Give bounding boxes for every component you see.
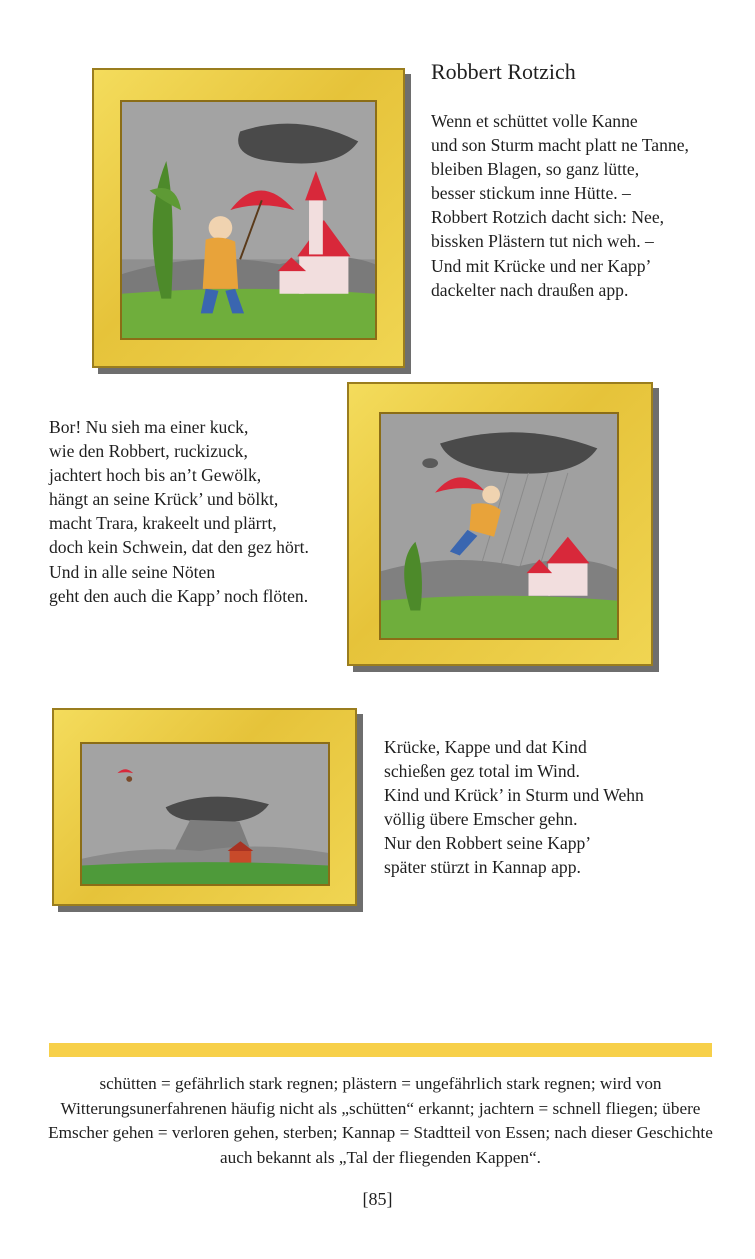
verse-line: Und in alle seine Nöten bbox=[49, 561, 216, 582]
verse-line: und son Sturm macht platt ne Tanne, bbox=[431, 135, 689, 156]
verse-line: macht Trara, krakeelt und plärrt, bbox=[49, 513, 277, 534]
verse-line: hängt an seine Krück’ und bölkt, bbox=[49, 489, 279, 510]
page-number: [85] bbox=[362, 1189, 393, 1209]
illustration-boy-flying bbox=[379, 412, 619, 640]
verse-line: Und mit Krücke und ner Kapp’ bbox=[431, 255, 652, 276]
verse-line: dackelter nach draußen app. bbox=[431, 279, 629, 300]
illustration-frame-3 bbox=[52, 708, 357, 906]
verse-line: Robbert Rotzich dacht sich: Nee, bbox=[431, 207, 665, 228]
verse-line: wie den Robbert, ruckizuck, bbox=[49, 441, 248, 462]
verse-line: später stürzt in Kannap app. bbox=[384, 857, 581, 878]
verse-line: geht den auch die Kapp’ noch flöten. bbox=[49, 585, 309, 606]
poem-title: Robbert Rotzich bbox=[431, 59, 576, 84]
verse-line: völlig übere Emscher gehn. bbox=[384, 809, 578, 830]
verse-line: besser stickum inne Hütte. – bbox=[431, 183, 631, 204]
verse-line: doch kein Schwein, dat den gez hört. bbox=[49, 537, 309, 558]
stanza-1 bbox=[431, 109, 689, 302]
illustration-frame-2 bbox=[347, 382, 653, 666]
verse-line: jachtert hoch bis an’t Gewölk, bbox=[49, 465, 262, 486]
verse-line: Bor! Nu sieh ma einer kuck, bbox=[49, 417, 249, 437]
footnote-divider bbox=[49, 1043, 712, 1057]
verse-line: Krücke, Kappe und dat Kind bbox=[384, 737, 587, 757]
illustration-storm-landscape bbox=[80, 742, 330, 886]
verse-line: schießen gez total im Wind. bbox=[384, 761, 580, 782]
verse-line: Nur den Robbert seine Kapp’ bbox=[384, 833, 592, 854]
stanza-3 bbox=[384, 735, 644, 880]
glossary-footnote: schütten = gefährlich stark regnen; plästern = ungefährlich stark regnen; wird von Witterungsunerfahrenen häufig nicht als „schütten“ erkannt; jachtern = schnell fliegen; übere Emscher gehen = verloren gehen, sterben; Kannap = Stadtteil von Essen; nach dieser Geschichte auch bekannt als „Tal der fliegenden Kappen“. bbox=[48, 1074, 713, 1167]
verse-line: bleiben Blagen, so ganz lütte, bbox=[431, 159, 640, 180]
verse-line: Kind und Krück’ in Sturm und Wehn bbox=[384, 785, 644, 806]
stanza-2 bbox=[49, 415, 309, 608]
illustration-boy-umbrella bbox=[120, 100, 377, 340]
verse-line: Wenn et schüttet volle Kanne bbox=[431, 111, 638, 131]
verse-line: bissken Plästern tut nich weh. – bbox=[431, 231, 654, 252]
illustration-frame-1 bbox=[92, 68, 405, 368]
